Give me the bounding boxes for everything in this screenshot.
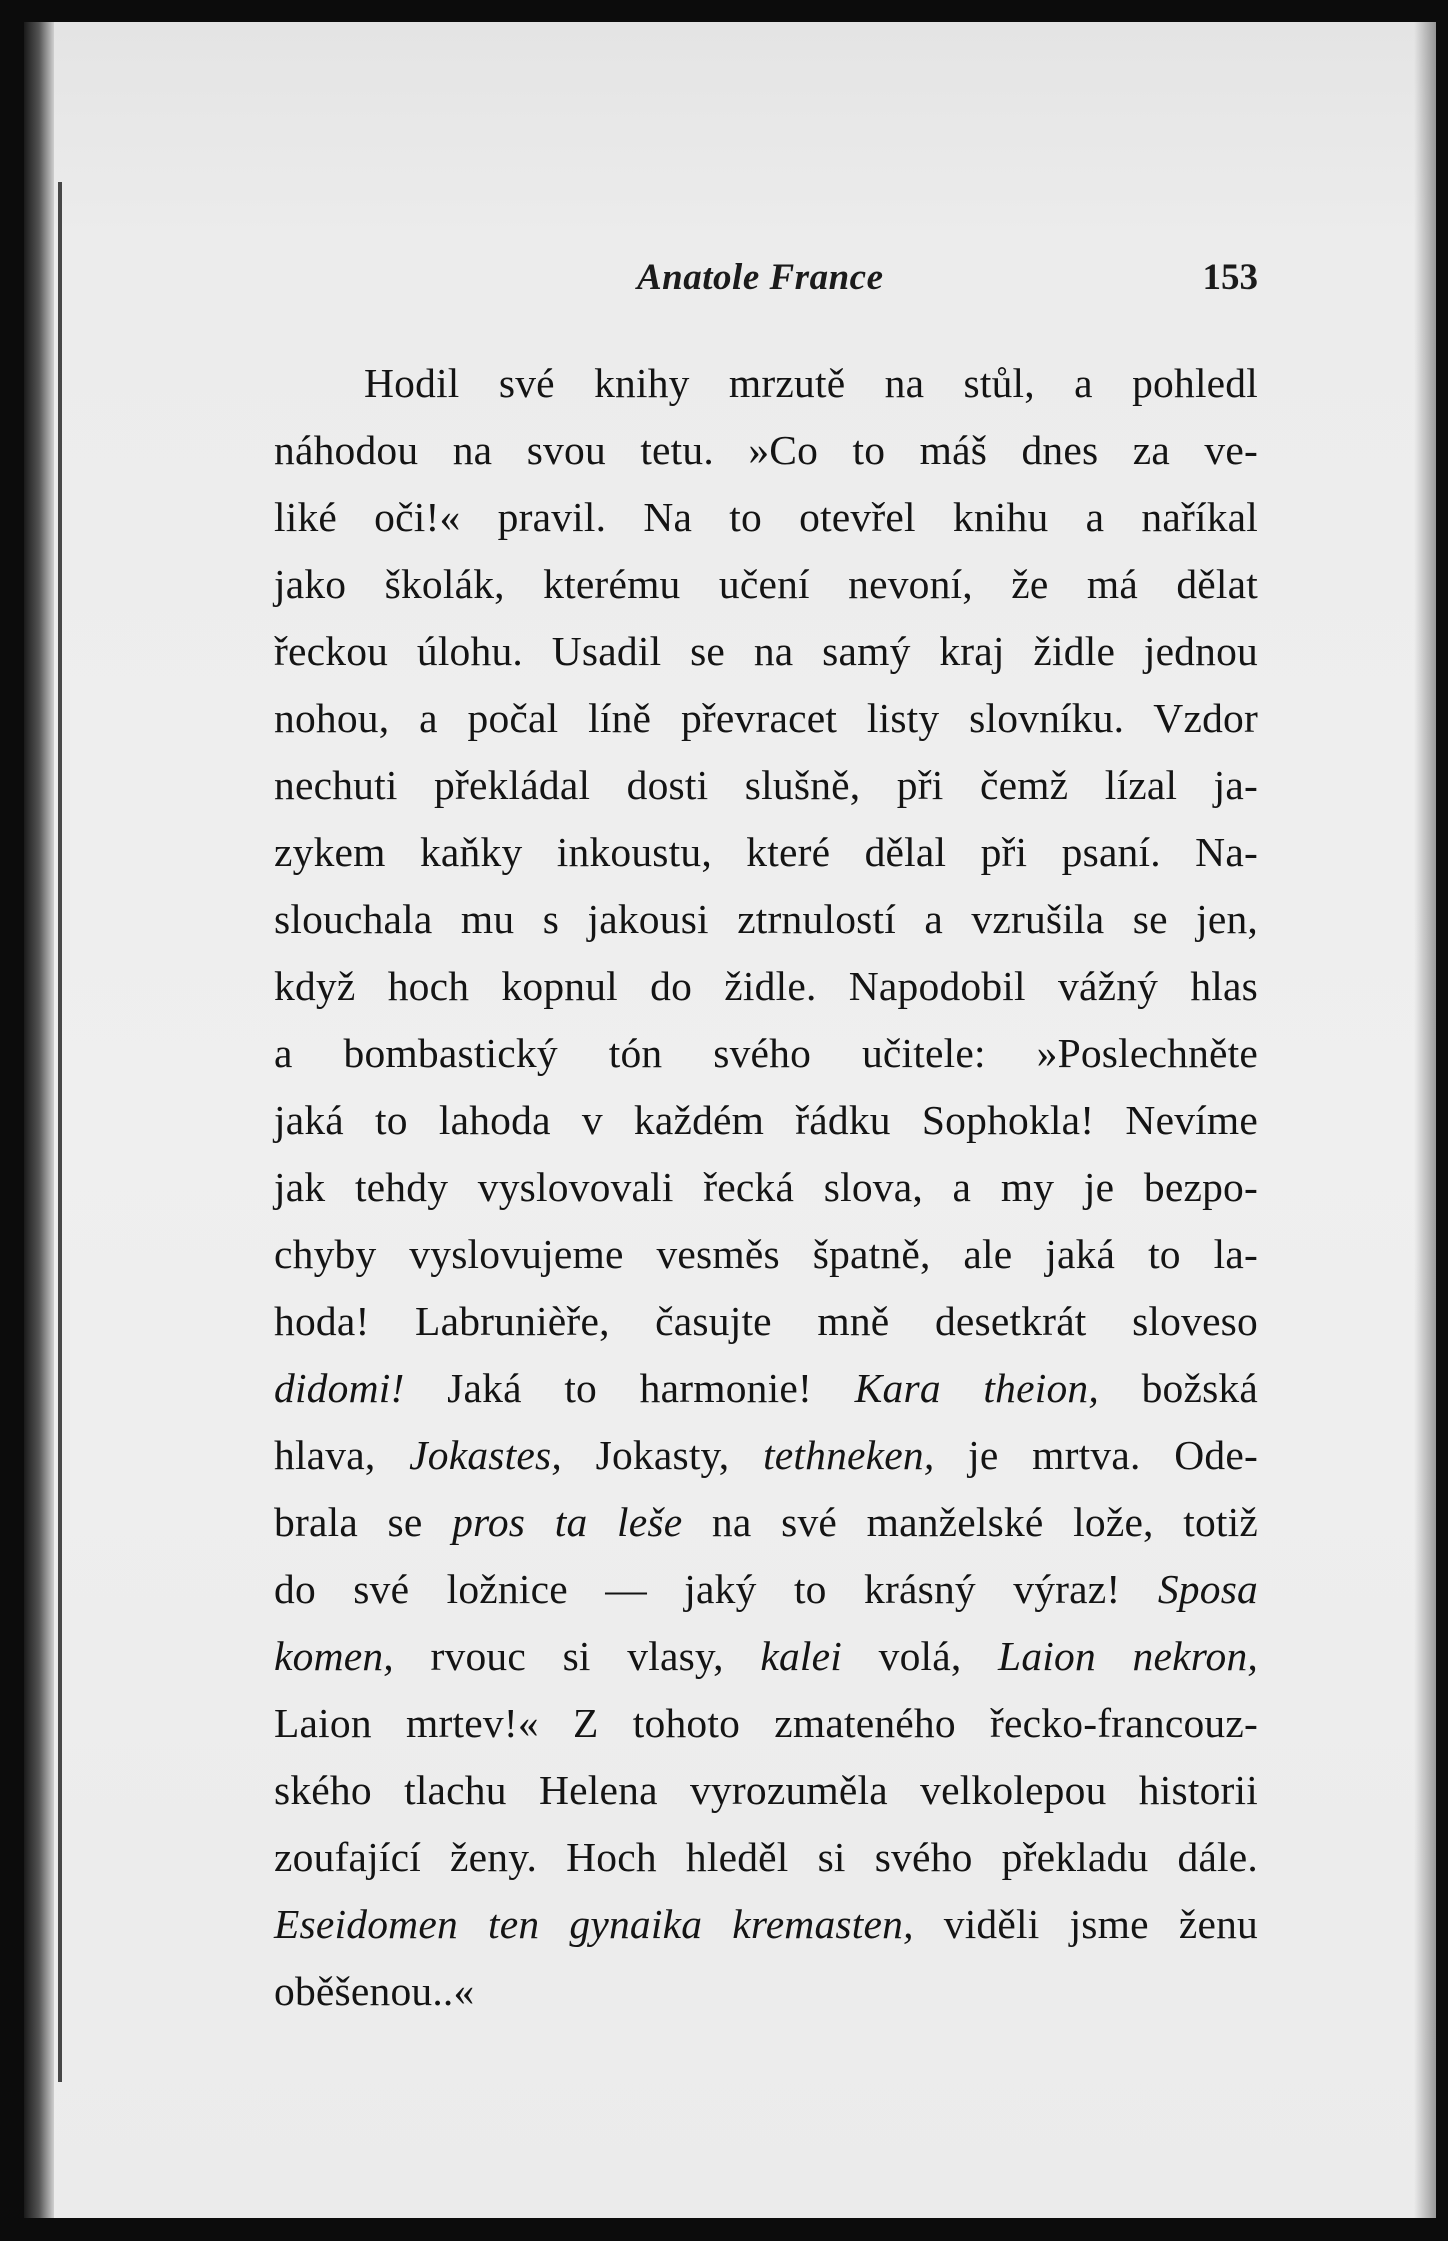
book-page (24, 22, 1436, 2218)
text-line: a bombastický tón svého učitele: »Poslechněte (274, 1030, 1258, 1076)
text-line: komen, rvouc si vlasy, kalei volá, Laion nekron, (274, 1633, 1258, 1679)
text-line: do své ložnice — jaký to krásný výraz! Sposa (274, 1566, 1258, 1612)
text-line: jak tehdy vyslovovali řecká slova, a my je bezpo- (274, 1164, 1258, 1210)
text-line: náhodou na svou tetu. »Co to máš dnes za ve- (274, 427, 1258, 473)
text-line: řeckou úlohu. Usadil se na samý kraj židle jednou (274, 628, 1258, 674)
greek-term: kalei (760, 1633, 843, 1679)
text-line: jako školák, kterému učení nevoní, že má dělat (274, 561, 1258, 607)
greek-term: tethneken, (763, 1432, 935, 1478)
text-line: liké oči!« pravil. Na to otevřel knihu a naříkal (274, 494, 1258, 540)
running-header (274, 256, 1258, 316)
text-line: hlava, Jokastes, Jokasty, tethneken, je mrtva. Ode- (274, 1432, 1258, 1478)
greek-term: pros ta leše (452, 1499, 683, 1545)
text-line: zoufající ženy. Hoch hleděl si svého překladu dále. (274, 1834, 1258, 1880)
text-line: Eseidomen ten gynaika kremasten, viděli jsme ženu (274, 1901, 1258, 1947)
greek-term: Jokastes, (409, 1432, 562, 1478)
text-line: chyby vyslovujeme vesměs špatně, ale jaká to la- (274, 1231, 1258, 1277)
greek-term: komen, (274, 1633, 394, 1679)
text-line: hoda! Labrunièře, časujte mně desetkrát sloveso (274, 1298, 1258, 1344)
text-line: Hodil své knihy mrzutě na stůl, a pohledl (364, 360, 1258, 406)
page-edge-shadow (1414, 22, 1436, 2218)
text-line: když hoch kopnul do židle. Napodobil vážný hlas (274, 963, 1258, 1009)
text-line: zykem kaňky inkoustu, které dělal při psaní. Na- (274, 829, 1258, 875)
text-line: jaká to lahoda v každém řádku Sophokla! Nevíme (274, 1097, 1258, 1143)
text-line: ského tlachu Helena vyrozuměla velkolepou historii (274, 1767, 1258, 1813)
binding-edge-line (58, 182, 62, 2082)
text-line: didomi! Jaká to harmonie! Kara theion, božská (274, 1365, 1259, 1411)
greek-term: Eseidomen ten gynaika kremasten, (274, 1901, 914, 1947)
running-title: Anatole France (637, 257, 884, 298)
text-line: slouchala mu s jakousi ztrnulostí a vzrušila se jen, (274, 896, 1258, 942)
greek-term: Sposa (1157, 1566, 1258, 1612)
text-line: nechuti překládal dosti slušně, při čemž lízal ja- (274, 762, 1258, 808)
text-line: brala se pros ta leše na své manželské lože, totiž (274, 1499, 1258, 1545)
greek-term: didomi! (274, 1365, 405, 1411)
greek-term: Laion nekron, (998, 1633, 1258, 1679)
text-line: oběšenou..« (274, 1968, 475, 2014)
text-line: nohou, a počal líně převracet listy slovníku. Vzdor (274, 695, 1258, 741)
binding-gutter (24, 22, 54, 2218)
text-line: Laion mrtev!« Z tohoto zmateného řecko-francouz- (274, 1700, 1258, 1746)
greek-term: Kara theion, (854, 1365, 1099, 1411)
body-text (274, 350, 1258, 2025)
page-number: 153 (1202, 257, 1258, 298)
